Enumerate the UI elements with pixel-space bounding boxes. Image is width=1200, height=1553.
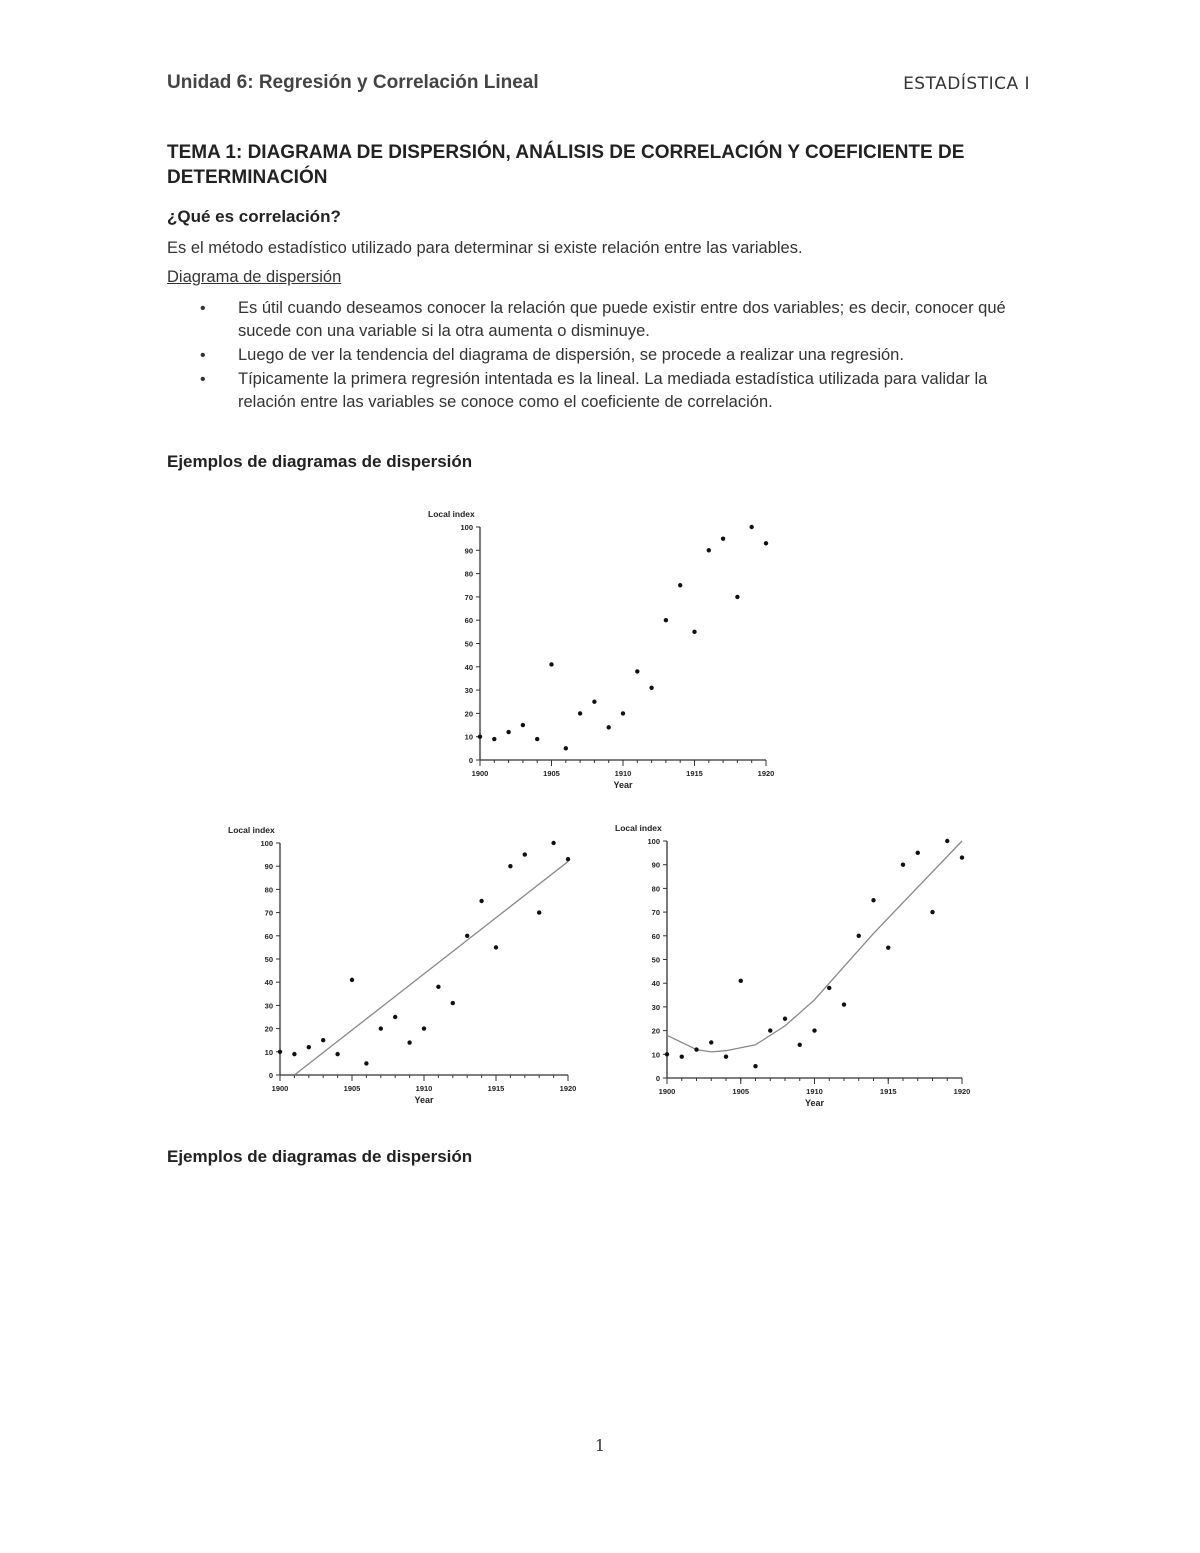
examples-heading-2: Ejemplos de diagramas de dispersión (167, 1147, 473, 1166)
x-tick-label: 1915 (686, 769, 703, 778)
data-point (739, 979, 743, 983)
data-point (735, 595, 739, 599)
header-course-name: ESTADÍSTICA I (903, 74, 1030, 94)
scatter-diagram-subheading: Diagrama de dispersión (167, 268, 342, 286)
data-point (945, 839, 949, 843)
data-point (521, 723, 525, 727)
data-point (750, 525, 754, 529)
data-point (871, 898, 875, 902)
scatter-chart-linear-fit (215, 820, 585, 1110)
x-tick-label: 1915 (879, 1087, 897, 1096)
data-point (451, 1001, 455, 1005)
y-tick-label: 10 (464, 732, 473, 742)
header-unit-title: Unidad 6: Regresión y Correlación Lineal (167, 72, 539, 93)
y-tick-label: 30 (651, 1002, 660, 1012)
curve-fit-line (667, 841, 962, 1052)
data-point (566, 857, 570, 861)
examples-heading-1: Ejemplos de diagramas de dispersión (167, 452, 473, 471)
data-point (523, 852, 527, 856)
y-tick-label: 80 (264, 885, 273, 895)
data-point (707, 548, 711, 552)
data-point (379, 1026, 383, 1030)
y-tick-label: 100 (647, 837, 660, 846)
data-point (578, 711, 582, 715)
data-point (393, 1015, 397, 1019)
y-tick-label: 30 (464, 686, 473, 696)
scatter-chart-plain (420, 505, 790, 795)
data-point (364, 1061, 368, 1065)
data-point (827, 986, 831, 990)
data-point (478, 735, 482, 739)
data-point (753, 1064, 757, 1068)
data-point (692, 630, 696, 634)
data-point (857, 934, 861, 938)
x-tick-label: 1910 (614, 769, 632, 778)
data-point (535, 737, 539, 741)
data-point (508, 864, 512, 868)
y-tick-label: 90 (464, 546, 473, 556)
data-point (721, 536, 725, 540)
x-tick-label: 1920 (757, 769, 775, 778)
data-point (694, 1047, 698, 1051)
x-tick-label: 1905 (543, 769, 560, 778)
y-tick-label: 70 (464, 592, 473, 602)
y-tick-label: 20 (264, 1024, 273, 1034)
data-point (407, 1040, 411, 1044)
x-tick-label: 1900 (658, 1087, 676, 1096)
y-tick-label: 60 (264, 931, 273, 941)
data-point (665, 1052, 669, 1056)
question-heading: ¿Qué es correlación? (167, 207, 341, 226)
y-tick-label: 40 (651, 979, 660, 989)
data-point (436, 985, 440, 989)
x-axis-label: Year (804, 1098, 825, 1108)
data-point (783, 1017, 787, 1021)
y-tick-label: 20 (651, 1026, 660, 1036)
data-point (768, 1028, 772, 1032)
data-point (292, 1052, 296, 1056)
data-point (886, 945, 890, 949)
bullet-list (200, 297, 1040, 415)
data-point (812, 1028, 816, 1032)
y-tick-label: 70 (264, 908, 273, 918)
y-axis-label: Local index (428, 509, 475, 519)
data-point (724, 1054, 728, 1058)
scatter-chart-curve-fit (605, 818, 980, 1113)
x-tick-label: 1910 (806, 1087, 823, 1096)
y-tick-label: 40 (464, 662, 473, 672)
y-tick-label: 30 (264, 1001, 273, 1011)
y-tick-label: 100 (460, 523, 473, 532)
y-tick-label: 0 (655, 1074, 660, 1083)
data-point (479, 899, 483, 903)
data-point (564, 746, 568, 750)
data-point (649, 686, 653, 690)
x-axis-label: Year (613, 780, 633, 790)
data-point (492, 737, 496, 741)
x-tick-label: 1900 (471, 769, 489, 778)
data-point (494, 945, 498, 949)
data-point (549, 662, 553, 666)
x-tick-label: 1910 (415, 1084, 433, 1093)
data-point (321, 1038, 325, 1042)
x-tick-label: 1920 (953, 1087, 971, 1096)
y-axis-label: Local index (615, 823, 662, 833)
data-point (635, 669, 639, 673)
data-point (901, 863, 905, 867)
y-tick-label: 20 (464, 709, 473, 719)
x-tick-label: 1900 (271, 1084, 289, 1093)
data-point (278, 1050, 282, 1054)
data-point (335, 1052, 339, 1056)
data-point (607, 725, 611, 729)
y-tick-label: 0 (268, 1071, 273, 1080)
data-point (680, 1054, 684, 1058)
x-tick-label: 1905 (343, 1084, 361, 1093)
linear-fit-line (294, 862, 568, 1075)
data-point (764, 541, 768, 545)
y-axis-label: Local index (228, 825, 275, 835)
data-point (350, 978, 354, 982)
data-point (537, 910, 541, 914)
y-tick-label: 80 (464, 569, 473, 579)
x-tick-label: 1905 (732, 1087, 750, 1096)
data-point (842, 1002, 846, 1006)
data-point (709, 1040, 713, 1044)
y-tick-label: 10 (651, 1050, 660, 1060)
data-point (506, 730, 510, 734)
y-tick-label: 70 (651, 908, 660, 918)
data-point (916, 851, 920, 855)
y-tick-label: 40 (264, 978, 273, 988)
data-point (960, 855, 964, 859)
y-tick-label: 60 (651, 931, 660, 941)
data-point (664, 618, 668, 622)
y-tick-label: 0 (468, 756, 473, 765)
data-point (465, 934, 469, 938)
x-tick-label: 1915 (487, 1084, 505, 1093)
page-number: 1 (594, 1436, 606, 1455)
data-point (678, 583, 682, 587)
bullet-item: • Típicamente la primera regresión intentada es la lineal. La mediada estadística utilizada para validar la relación entre las variables se conoce como el coeficiente de correlación. (200, 368, 1040, 414)
data-point (422, 1026, 426, 1030)
y-tick-label: 80 (651, 884, 660, 894)
definition-paragraph: Es el método estadístico utilizado para determinar si existe relación entre las variables. (167, 239, 803, 257)
y-tick-label: 50 (651, 955, 660, 965)
bullet-item: • Es útil cuando deseamos conocer la relación que puede existir entre dos variables; es decir, conocer qué sucede con una variable si la otra aumenta o disminuye. (200, 297, 1040, 343)
y-tick-label: 90 (651, 860, 660, 870)
y-tick-label: 90 (264, 862, 273, 872)
y-tick-label: 10 (264, 1047, 273, 1057)
y-tick-label: 100 (260, 839, 273, 848)
data-point (930, 910, 934, 914)
y-tick-label: 50 (264, 955, 273, 964)
data-point (621, 711, 625, 715)
y-tick-label: 50 (464, 639, 473, 649)
bullet-item: • Luego de ver la tendencia del diagrama de dispersión, se procede a realizar una regresión. (200, 344, 1040, 367)
data-point (551, 841, 555, 845)
data-point (798, 1043, 802, 1047)
page-title: TEMA 1: DIAGRAMA DE DISPERSIÓN, ANÁLISIS DE CORRELACIÓN Y COEFICIENTE DE DETERMINACIÓN (167, 142, 965, 188)
x-axis-label: Year (414, 1095, 434, 1105)
data-point (307, 1045, 311, 1049)
x-tick-label: 1920 (559, 1084, 577, 1093)
data-point (592, 700, 596, 704)
y-tick-label: 60 (464, 616, 473, 626)
